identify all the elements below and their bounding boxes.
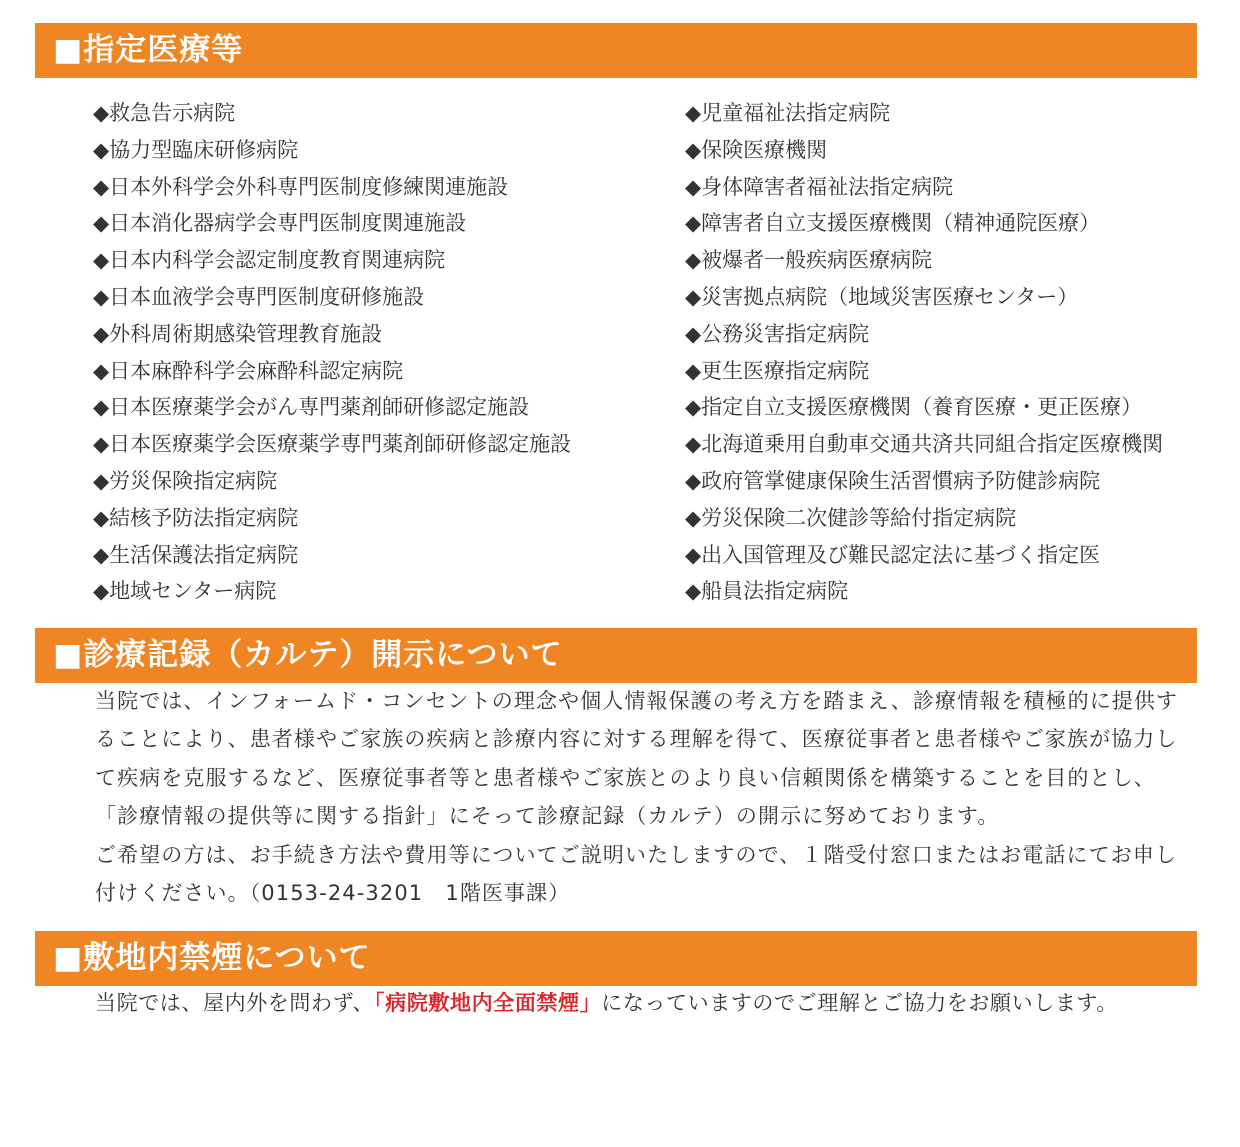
designation-list-item: ◆救急告示病院 [93, 101, 236, 125]
designation-list-item: ◆身体障害者福祉法指定病院 [685, 174, 954, 199]
designation-list-item: ◆労災保険二次健診等給付指定病院 [685, 505, 1017, 530]
designated-list-left [93, 95, 571, 610]
medical-records-paragraph-1: 当院では、インフォームド・コンセントの理念や個人情報保護の考え方を踏まえ、診療情報を積極的に提供することにより、患者様やご家族の疾病と診療内容に対する理解を得て、医療従事者と患者様やご家族が協力して疾病を克服するなど、医療従事者等と患者様やご家族とのより良い信頼関係を構築することを目的とし、「診療情報の提供等に関する指針」にそって診療記録（カルテ）の開示に努めております。 [95, 689, 1179, 829]
designation-list-item: ◆日本医療薬学会医療薬学専門薬剤師研修認定施設 [93, 432, 572, 457]
no-smoking-body [95, 984, 1185, 1022]
designated-list-right [685, 95, 1163, 610]
medical-records-body [95, 682, 1185, 912]
designation-list-item: ◆保険医療機関 [685, 137, 828, 162]
section-header-designated-medical: ■指定医療等 [35, 23, 1197, 78]
designation-list-item: ◆外科周術期感染管理教育施設 [93, 321, 383, 346]
designation-list-item: ◆更生医療指定病院 [685, 358, 870, 383]
designation-list-item: ◆公務災害指定病院 [685, 321, 870, 346]
designation-list-item: ◆政府管掌健康保険生活習慣病予防健診病院 [685, 468, 1101, 493]
designation-list-item: ◆指定自立支援医療機関（養育医療・更正医療） [685, 395, 1143, 420]
medical-records-paragraph-2: ご希望の方は、お手続き方法や費用等についてご説明いたしますので、１階受付窓口またはお電話にてお申し付けください。（0153-24-3201 1階医事課） [95, 842, 1178, 906]
designation-list-item: ◆労災保険指定病院 [93, 468, 278, 493]
designation-list-item: ◆地域センター病院 [93, 579, 277, 604]
designation-list-item: ◆結核予防法指定病院 [93, 505, 299, 530]
designation-list-item: ◆日本外科学会外科専門医制度修練関連施設 [93, 174, 509, 199]
section-header-no-smoking: ■敷地内禁煙について [35, 931, 1197, 986]
no-smoking-highlight: 「病院敷地内全面禁煙」 [374, 991, 602, 1015]
designation-list-item: ◆災害拠点病院（地域災害医療センター） [685, 284, 1079, 309]
designation-list-item: ◆北海道乗用自動車交通共済共同組合指定医療機関 [685, 432, 1164, 457]
designation-list-item: ◆障害者自立支援医療機関（精神通院医療） [685, 211, 1101, 236]
designation-list-item: ◆協力型臨床研修病院 [93, 137, 299, 162]
designation-list-item: ◆日本医療薬学会がん専門薬剤師研修認定施設 [93, 395, 530, 420]
designation-list-item: ◆日本麻酔科学会麻酔科認定病院 [93, 358, 404, 383]
no-smoking-text-after: になっていますのでご理解とご協力をお願いします。 [601, 991, 1118, 1015]
designation-list-item: ◆日本内科学会認定制度教育関連病院 [93, 248, 446, 273]
designation-list-item: ◆児童福祉法指定病院 [685, 101, 891, 125]
designation-list-item: ◆生活保護法指定病院 [93, 542, 299, 567]
designation-list-item: ◆船員法指定病院 [685, 579, 849, 604]
no-smoking-text-before: 当院では、屋内外を問わず、 [95, 991, 375, 1015]
designation-list-item: ◆被爆者一般疾病医療病院 [685, 248, 933, 273]
designation-list-item: ◆日本消化器病学会専門医制度関連施設 [93, 211, 467, 236]
section-header-medical-records: ■診療記録（カルテ）開示について [35, 628, 1197, 683]
designation-list-item: ◆日本血液学会専門医制度研修施設 [93, 284, 425, 309]
designation-list-item: ◆出入国管理及び難民認定法に基づく指定医 [685, 542, 1101, 567]
